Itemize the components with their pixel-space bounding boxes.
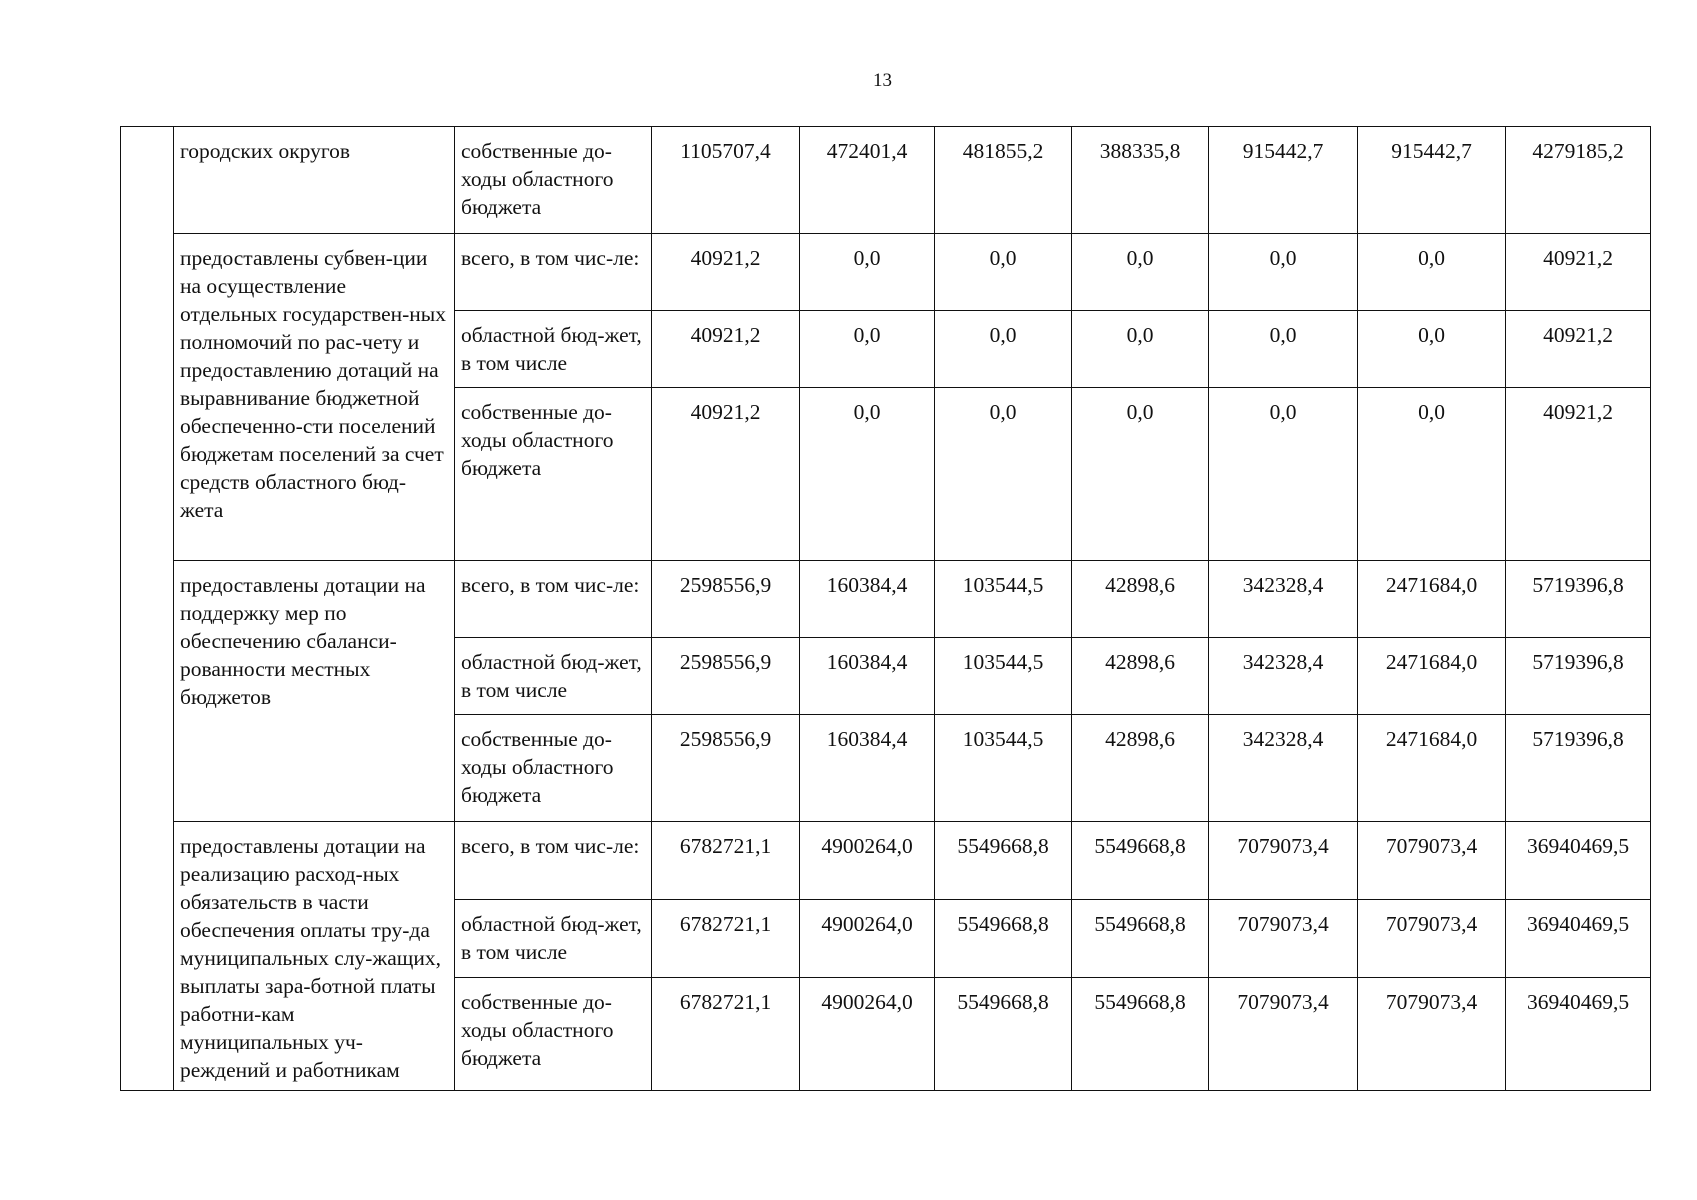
value-cell: 6782721,1 bbox=[652, 900, 800, 978]
value-cell: 1105707,4 bbox=[652, 127, 800, 234]
value-cell: 7079073,4 bbox=[1358, 900, 1506, 978]
value-cell: 160384,4 bbox=[800, 561, 935, 638]
value-cell: 36940469,5 bbox=[1506, 900, 1651, 978]
value-cell: 388335,8 bbox=[1072, 127, 1209, 234]
value-cell: 0,0 bbox=[935, 311, 1072, 388]
value-cell: 2471684,0 bbox=[1358, 561, 1506, 638]
value-cell: 42898,6 bbox=[1072, 561, 1209, 638]
description-cell: предоставлены дотации на реализацию расход-ных обязательств в части обеспечения оплаты тру-да муниципальных слу-жащих, выплаты зара-ботной платы работни-кам муниципальных уч-реждений и работникам bbox=[174, 822, 455, 1091]
value-cell: 6782721,1 bbox=[652, 978, 800, 1091]
value-cell: 42898,6 bbox=[1072, 638, 1209, 715]
value-cell: 7079073,4 bbox=[1209, 978, 1358, 1091]
value-cell: 2471684,0 bbox=[1358, 715, 1506, 822]
value-cell: 0,0 bbox=[1358, 234, 1506, 311]
value-cell: 160384,4 bbox=[800, 638, 935, 715]
value-cell: 5719396,8 bbox=[1506, 638, 1651, 715]
value-cell: 7079073,4 bbox=[1209, 900, 1358, 978]
value-cell: 342328,4 bbox=[1209, 715, 1358, 822]
source-cell: собственные до-ходы областного бюджета bbox=[455, 388, 652, 561]
value-cell: 472401,4 bbox=[800, 127, 935, 234]
value-cell: 0,0 bbox=[1072, 388, 1209, 561]
value-cell: 0,0 bbox=[935, 388, 1072, 561]
value-cell: 342328,4 bbox=[1209, 638, 1358, 715]
description-cell: городских округов bbox=[174, 127, 455, 234]
value-cell: 0,0 bbox=[1209, 311, 1358, 388]
description-cell: предоставлены дотации на поддержку мер по обеспечению сбаланси-рованности местных бюджетов bbox=[174, 561, 455, 822]
value-cell: 103544,5 bbox=[935, 715, 1072, 822]
value-cell: 6782721,1 bbox=[652, 822, 800, 900]
value-cell: 4900264,0 bbox=[800, 900, 935, 978]
value-cell: 2471684,0 bbox=[1358, 638, 1506, 715]
value-cell: 42898,6 bbox=[1072, 715, 1209, 822]
value-cell: 0,0 bbox=[1358, 311, 1506, 388]
budget-table bbox=[120, 126, 1651, 1091]
source-cell: всего, в том чис-ле: bbox=[455, 234, 652, 311]
source-cell: областной бюд-жет, в том числе bbox=[455, 900, 652, 978]
value-cell: 7079073,4 bbox=[1209, 822, 1358, 900]
value-cell: 5549668,8 bbox=[1072, 900, 1209, 978]
table-row bbox=[121, 561, 1651, 638]
value-cell: 342328,4 bbox=[1209, 561, 1358, 638]
value-cell: 0,0 bbox=[1072, 311, 1209, 388]
value-cell: 40921,2 bbox=[1506, 311, 1651, 388]
value-cell: 2598556,9 bbox=[652, 561, 800, 638]
value-cell: 915442,7 bbox=[1358, 127, 1506, 234]
source-cell: собственные до-ходы областного бюджета bbox=[455, 978, 652, 1091]
page-number: 13 bbox=[873, 70, 892, 91]
value-cell: 40921,2 bbox=[652, 388, 800, 561]
description-cell: предоставлены субвен-ции на осуществление отдельных государствен-ных полномочий по рас-чету и предоставлению дотаций на выравнивание бюджетной обеспеченно-сти поселений бюджетам поселений за счет средств областного бюд-жета bbox=[174, 234, 455, 561]
table-row bbox=[121, 127, 1651, 234]
value-cell: 5549668,8 bbox=[935, 822, 1072, 900]
value-cell: 40921,2 bbox=[1506, 388, 1651, 561]
value-cell: 7079073,4 bbox=[1358, 978, 1506, 1091]
value-cell: 36940469,5 bbox=[1506, 978, 1651, 1091]
value-cell: 481855,2 bbox=[935, 127, 1072, 234]
value-cell: 160384,4 bbox=[800, 715, 935, 822]
value-cell: 4900264,0 bbox=[800, 978, 935, 1091]
value-cell: 915442,7 bbox=[1209, 127, 1358, 234]
source-cell: собственные до-ходы областного бюджета bbox=[455, 715, 652, 822]
value-cell: 5549668,8 bbox=[1072, 978, 1209, 1091]
source-cell: областной бюд-жет, в том числе bbox=[455, 638, 652, 715]
value-cell: 0,0 bbox=[1209, 388, 1358, 561]
value-cell: 7079073,4 bbox=[1358, 822, 1506, 900]
value-cell: 40921,2 bbox=[1506, 234, 1651, 311]
source-cell: собственные до-ходы областного бюджета bbox=[455, 127, 652, 234]
value-cell: 0,0 bbox=[800, 388, 935, 561]
value-cell: 40921,2 bbox=[652, 311, 800, 388]
value-cell: 5549668,8 bbox=[935, 978, 1072, 1091]
value-cell: 5549668,8 bbox=[935, 900, 1072, 978]
value-cell: 36940469,5 bbox=[1506, 822, 1651, 900]
table-row bbox=[121, 234, 1651, 311]
value-cell: 5719396,8 bbox=[1506, 715, 1651, 822]
value-cell: 0,0 bbox=[800, 311, 935, 388]
value-cell: 2598556,9 bbox=[652, 715, 800, 822]
value-cell: 40921,2 bbox=[652, 234, 800, 311]
value-cell: 4900264,0 bbox=[800, 822, 935, 900]
value-cell: 0,0 bbox=[1358, 388, 1506, 561]
value-cell: 0,0 bbox=[1072, 234, 1209, 311]
value-cell: 103544,5 bbox=[935, 638, 1072, 715]
value-cell: 4279185,2 bbox=[1506, 127, 1651, 234]
table-row bbox=[121, 822, 1651, 900]
value-cell: 0,0 bbox=[935, 234, 1072, 311]
value-cell: 0,0 bbox=[800, 234, 935, 311]
value-cell: 5719396,8 bbox=[1506, 561, 1651, 638]
value-cell: 103544,5 bbox=[935, 561, 1072, 638]
source-cell: областной бюд-жет, в том числе bbox=[455, 311, 652, 388]
blank-column-cell bbox=[121, 127, 174, 1091]
value-cell: 0,0 bbox=[1209, 234, 1358, 311]
source-cell: всего, в том чис-ле: bbox=[455, 561, 652, 638]
source-cell: всего, в том чис-ле: bbox=[455, 822, 652, 900]
value-cell: 5549668,8 bbox=[1072, 822, 1209, 900]
value-cell: 2598556,9 bbox=[652, 638, 800, 715]
table-body bbox=[121, 127, 1651, 1091]
